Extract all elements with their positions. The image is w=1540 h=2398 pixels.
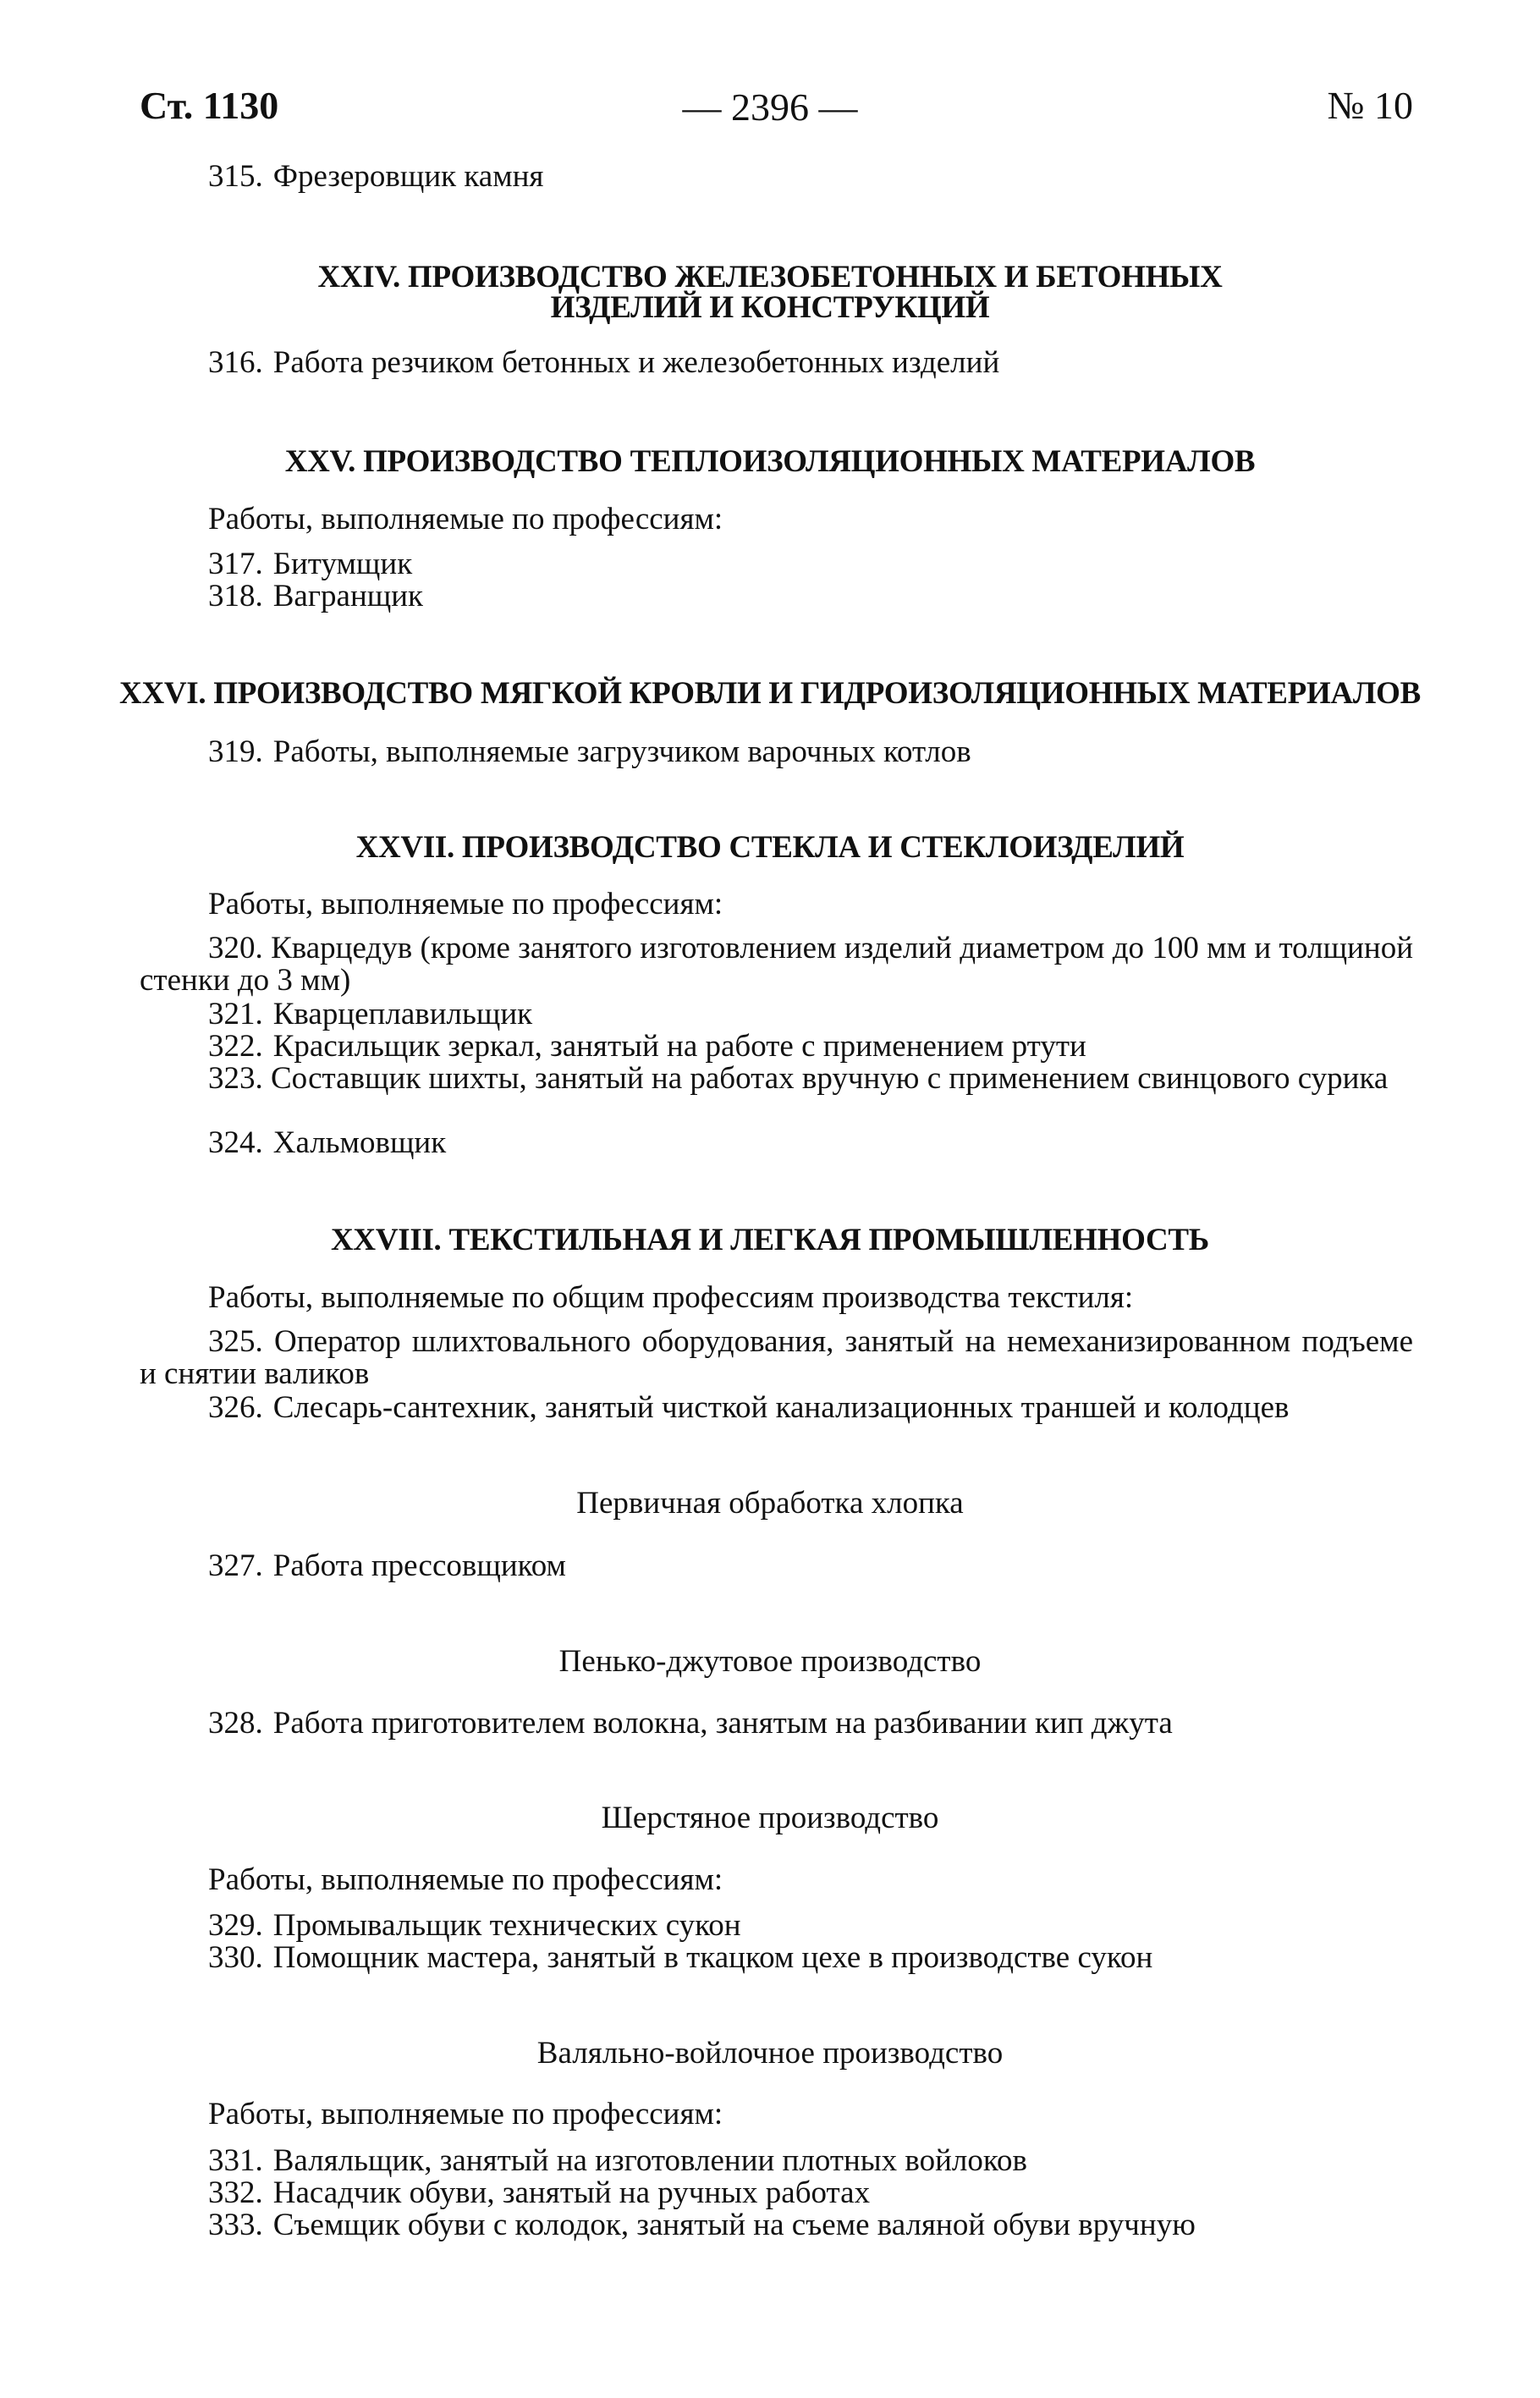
item-number: 318. [208, 579, 263, 613]
section-intro [0, 503, 1540, 536]
item-text: 320. Кварцедув (кроме занятого изготовлением изделий диаметром до 100 мм и толщиной стенки до 3 мм) [140, 931, 1413, 998]
page-header [0, 85, 1540, 135]
intro-text: Работы, выполняемые по профессиям: [208, 2097, 723, 2131]
section-heading-xxiv [0, 262, 1540, 323]
item-number: 331. [208, 2143, 263, 2178]
item-number: 327. [208, 1548, 263, 1583]
list-item [0, 1127, 1540, 1159]
item-text: Красильщик зеркал, занятый на работе с применением ртути [272, 1029, 1086, 1064]
section-heading-xxv [0, 444, 1540, 479]
list-item [0, 998, 1540, 1031]
item-text: Вагранщик [272, 579, 424, 613]
subsection-heading-wool [0, 1802, 1540, 1834]
section-intro [0, 2098, 1540, 2131]
item-text: Кварцеплавильщик [272, 997, 533, 1031]
item-number: 329. [208, 1908, 263, 1943]
list-item [0, 932, 1540, 997]
section-heading-xxviii [0, 1225, 1540, 1256]
item-text: Слесарь-сантехник, занятый чисткой канализационных траншей и колодцев [272, 1390, 1290, 1425]
item-number: 332. [208, 2175, 263, 2210]
item-number: 333. [208, 2208, 263, 2242]
list-item [0, 1392, 1540, 1424]
section-intro [0, 1864, 1540, 1896]
list-item [0, 1326, 1540, 1390]
subheading-text: Шерстяное производство [601, 1801, 939, 1835]
item-text: Работы, выполняемые загрузчиком варочных котлов [272, 734, 971, 769]
item-text: Работа приготовителем волокна, занятым на разбивании кип джута [272, 1706, 1173, 1741]
list-item [0, 2177, 1540, 2209]
item-text: Битумщик [272, 547, 413, 581]
list-item [0, 2145, 1540, 2177]
item-text: Валяльщик, занятый на изготовлении плотных войлоков [272, 2143, 1027, 2178]
item-text: Работа прессовщиком [272, 1548, 566, 1583]
subheading-text: Первичная обработка хлопка [576, 1486, 964, 1521]
list-item [0, 1910, 1540, 1942]
list-item [0, 1942, 1540, 1974]
item-text: Фрезеровщик камня [272, 159, 544, 194]
list-item [0, 548, 1540, 580]
header-article-number: Ст. 1130 [140, 84, 279, 127]
list-item [0, 1031, 1540, 1063]
item-text: Помощник мастера, занятый в ткацком цехе в производстве сукон [272, 1940, 1153, 1975]
subsection-heading-cotton [0, 1488, 1540, 1520]
heading-line: ИЗДЕЛИЙ И КОНСТРУКЦИЙ [550, 290, 990, 325]
list-item [0, 1550, 1540, 1582]
subsection-heading-felt [0, 2038, 1540, 2070]
heading-line: XXVII. ПРОИЗВОДСТВО СТЕКЛА И СТЕКЛОИЗДЕЛИЙ [355, 830, 1185, 865]
heading-line: XXV. ПРОИЗВОДСТВО ТЕПЛОИЗОЛЯЦИОННЫХ МАТЕРИАЛОВ [284, 444, 1256, 479]
subheading-text: Пенько-джутовое производство [558, 1644, 982, 1679]
item-text: Съемщик обуви с колодок, занятый на съеме валяной обуви вручную [272, 2208, 1196, 2242]
subsection-heading-hemp [0, 1646, 1540, 1678]
item-number: 328. [208, 1706, 263, 1741]
list-item [0, 161, 1540, 193]
header-page-number: — 2396 — [682, 85, 858, 129]
item-number: 324. [208, 1125, 263, 1160]
item-number: 317. [208, 547, 263, 581]
list-item [0, 2209, 1540, 2241]
intro-text: Работы, выполняемые по профессиям: [208, 1862, 723, 1897]
item-number: 319. [208, 734, 263, 769]
header-issue-number: № 10 [1327, 84, 1413, 127]
item-text: Промывальщик технических сукон [272, 1908, 741, 1943]
item-number: 316. [208, 345, 263, 380]
list-item [0, 736, 1540, 768]
item-number: 322. [208, 1029, 263, 1064]
item-text: Хальмовщик [272, 1125, 447, 1160]
item-text: 323. Составщик шихты, занятый на работах вручную с применением свинцового сурика [208, 1061, 1389, 1096]
item-number: 321. [208, 997, 263, 1031]
item-number: 330. [208, 1940, 263, 1975]
intro-text: Работы, выполняемые по профессиям: [208, 887, 723, 921]
intro-text: Работы, выполняемые по профессиям: [208, 502, 723, 536]
section-intro [0, 1282, 1540, 1314]
subheading-text: Валяльно-войлочное производство [536, 2036, 1004, 2071]
list-item [0, 580, 1540, 613]
intro-text: Работы, выполняемые по общим профессиям производства текстиля: [208, 1280, 1134, 1315]
item-text: Насадчик обуви, занятый на ручных работах [272, 2175, 871, 2210]
list-item [0, 347, 1540, 379]
item-text: Работа резчиком бетонных и железобетонных изделий [272, 345, 1000, 380]
section-intro [0, 888, 1540, 921]
item-text: 325. Оператор шлихтовального оборудования, занятый на немеханизированном подъеме и снятии валиков [140, 1324, 1413, 1391]
list-item [0, 1063, 1540, 1095]
heading-line: XXIV. ПРОИЗВОДСТВО ЖЕЛЕЗОБЕТОННЫХ И БЕТОННЫХ [317, 260, 1223, 294]
item-number: 326. [208, 1390, 263, 1425]
item-number: 315. [208, 159, 263, 194]
heading-line: XXVI. ПРОИЗВОДСТВО МЯГКОЙ КРОВЛИ И ГИДРОИЗОЛЯЦИОННЫХ МАТЕРИАЛОВ [119, 676, 1421, 711]
list-item [0, 1708, 1540, 1740]
section-heading-xxvii [0, 830, 1540, 865]
section-heading-xxvi [0, 676, 1540, 711]
heading-line: XXVIII. ТЕКСТИЛЬНАЯ И ЛЕГКАЯ ПРОМЫШЛЕННОСТЬ [331, 1223, 1209, 1257]
